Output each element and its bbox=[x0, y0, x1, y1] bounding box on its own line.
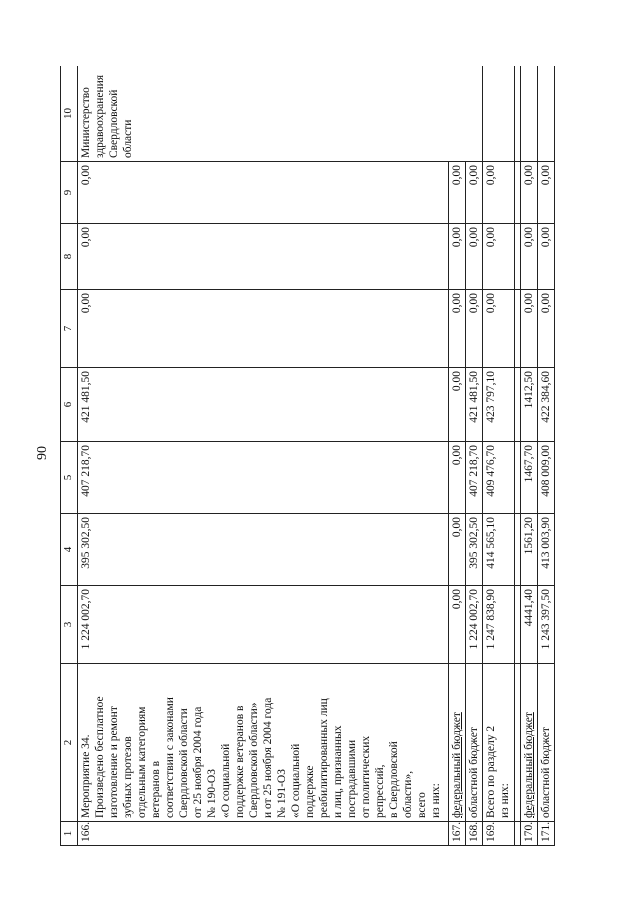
value-cell: 0,00 bbox=[448, 224, 465, 290]
value-cell: 1467,70 bbox=[520, 442, 537, 514]
rotated-table-canvas bbox=[60, 66, 555, 846]
value-cell: 1 243 397,50 bbox=[537, 586, 554, 664]
value-cell: 423 797,10 bbox=[483, 368, 514, 442]
activity-description: Мероприятие 34. Произведено бесплатное изготовление и ремонт зубных протезов отдельным категориям ветеранов в соответствии с законами Свердловской области от 25 ноября 2004 года № 190-ОЗ «О социальной поддержке ветеранов в Свердловской области» и от 25 ноября 2004 года № 191-ОЗ «О социальной поддержке реабилитированных лиц и лиц, признанных пострадавшими от политических репрессий, в Свердловской области», всего из них: bbox=[78, 664, 449, 822]
column-header: 4 bbox=[61, 514, 78, 586]
value-cell: 0,00 bbox=[448, 514, 465, 586]
value-cell: 0,00 bbox=[483, 162, 514, 224]
value-cell: 0,00 bbox=[78, 224, 449, 290]
value-cell: 0,00 bbox=[78, 290, 449, 368]
value-cell: 413 003,90 bbox=[537, 514, 554, 586]
value-cell: 0,00 bbox=[537, 224, 554, 290]
value-cell: 1 224 002,70 bbox=[466, 586, 483, 664]
section-total-sublabel: из них: bbox=[499, 783, 512, 818]
table-header-row bbox=[61, 66, 78, 846]
table-row-166 bbox=[78, 66, 449, 846]
value-cell: 0,00 bbox=[537, 162, 554, 224]
table-row-170 bbox=[520, 66, 537, 846]
row-number: 170. bbox=[520, 822, 537, 846]
table-row-169 bbox=[483, 66, 514, 846]
value-cell: 0,00 bbox=[466, 162, 483, 224]
column-header: 2 bbox=[61, 664, 78, 822]
column-header: 1 bbox=[61, 822, 78, 846]
value-cell: 421 481,50 bbox=[466, 368, 483, 442]
value-cell: 0,00 bbox=[448, 162, 465, 224]
value-cell: 1 224 002,70 bbox=[78, 586, 449, 664]
value-cell: 395 302,50 bbox=[78, 514, 449, 586]
empty-executor-cell bbox=[537, 66, 554, 162]
value-cell: 0,00 bbox=[537, 290, 554, 368]
value-cell: 1412,50 bbox=[520, 368, 537, 442]
executor-cell: Министерство здравоохранения Свердловской области bbox=[78, 66, 483, 162]
value-cell: 4441,40 bbox=[520, 586, 537, 664]
section-total-label: Всего по разделу 2 bbox=[485, 725, 498, 818]
value-cell: 0,00 bbox=[448, 368, 465, 442]
empty-executor-cell bbox=[483, 66, 514, 162]
value-cell: 1561,20 bbox=[520, 514, 537, 586]
row-label: областной бюджет bbox=[466, 664, 483, 822]
value-cell: 1 247 838,90 bbox=[483, 586, 514, 664]
table-row-167 bbox=[448, 66, 465, 846]
row-number: 168. bbox=[466, 822, 483, 846]
value-cell: 0,00 bbox=[466, 224, 483, 290]
table-row-168 bbox=[466, 66, 483, 846]
value-cell: 422 384,60 bbox=[537, 368, 554, 442]
value-cell: 414 565,10 bbox=[483, 514, 514, 586]
row-label: федеральный бюджет bbox=[520, 664, 537, 822]
row-label-section-total bbox=[483, 664, 514, 822]
column-header: 6 bbox=[61, 368, 78, 442]
page-number: 90 bbox=[35, 446, 50, 460]
value-cell: 0,00 bbox=[78, 162, 449, 224]
table-row-171 bbox=[537, 66, 554, 846]
column-header: 8 bbox=[61, 224, 78, 290]
value-cell: 0,00 bbox=[483, 290, 514, 368]
value-cell: 0,00 bbox=[520, 290, 537, 368]
rotated-table-region bbox=[60, 66, 555, 846]
value-cell: 407 218,70 bbox=[78, 442, 449, 514]
value-cell: 0,00 bbox=[448, 586, 465, 664]
value-cell: 421 481,50 bbox=[78, 368, 449, 442]
value-cell: 0,00 bbox=[520, 224, 537, 290]
empty-executor-cell bbox=[520, 66, 537, 162]
row-number: 169. bbox=[483, 822, 514, 846]
value-cell: 0,00 bbox=[448, 290, 465, 368]
value-cell: 409 476,70 bbox=[483, 442, 514, 514]
value-cell: 395 302,50 bbox=[466, 514, 483, 586]
column-header: 9 bbox=[61, 162, 78, 224]
column-header: 3 bbox=[61, 586, 78, 664]
value-cell: 0,00 bbox=[483, 224, 514, 290]
row-label: областной бюджет bbox=[537, 664, 554, 822]
row-number: 167. bbox=[448, 822, 465, 846]
value-cell: 0,00 bbox=[520, 162, 537, 224]
value-cell: 0,00 bbox=[448, 442, 465, 514]
value-cell: 407 218,70 bbox=[466, 442, 483, 514]
row-number: 166. bbox=[78, 822, 449, 846]
column-header: 7 bbox=[61, 290, 78, 368]
row-number: 171. bbox=[537, 822, 554, 846]
value-cell: 0,00 bbox=[466, 290, 483, 368]
value-cell: 408 009,00 bbox=[537, 442, 554, 514]
budget-table bbox=[60, 66, 555, 846]
column-header: 10 bbox=[61, 66, 78, 162]
row-label: федеральный бюджет bbox=[448, 664, 465, 822]
column-header: 5 bbox=[61, 442, 78, 514]
